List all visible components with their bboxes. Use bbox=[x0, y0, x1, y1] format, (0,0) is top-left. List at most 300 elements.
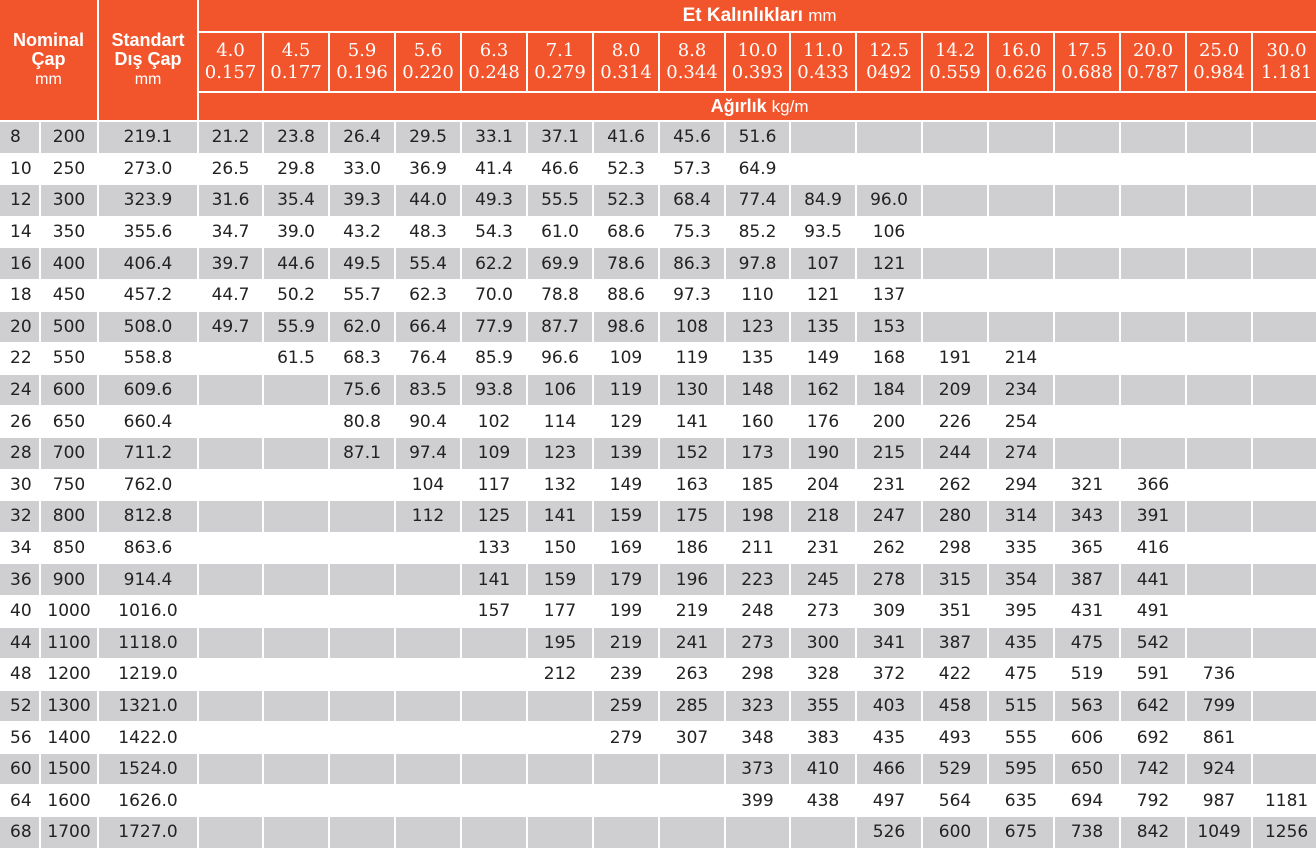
outer-diameter-cell: 1727.0 bbox=[98, 817, 198, 849]
weight-cell: 75.6 bbox=[329, 374, 395, 406]
weight-cell bbox=[461, 817, 527, 849]
weight-cell bbox=[1252, 185, 1316, 217]
weight-cell: 515 bbox=[988, 690, 1054, 722]
weight-cell: 247 bbox=[856, 501, 922, 533]
outer-diameter-cell: 1524.0 bbox=[98, 753, 198, 785]
weight-cell bbox=[593, 817, 659, 849]
weight-cell: 29.8 bbox=[263, 153, 329, 185]
weight-cell: 635 bbox=[988, 785, 1054, 817]
weight-cell: 149 bbox=[593, 469, 659, 501]
table-row bbox=[0, 722, 1316, 754]
weight-cell: 87.7 bbox=[527, 311, 593, 343]
thickness-mm: 16.0 bbox=[1000, 40, 1042, 61]
weight-cell: 675 bbox=[988, 817, 1054, 849]
weight-cell bbox=[198, 817, 263, 849]
nominal-mm-cell: 650 bbox=[40, 406, 98, 438]
weight-cell: 114 bbox=[527, 406, 593, 438]
nominal-mm-cell: 1000 bbox=[40, 595, 98, 627]
weight-cell: 41.4 bbox=[461, 153, 527, 185]
weight-cell bbox=[395, 595, 461, 627]
weight-cell: 159 bbox=[527, 564, 593, 596]
weight-cell: 107 bbox=[790, 248, 856, 280]
weight-cell: 218 bbox=[790, 501, 856, 533]
weight-cell: 141 bbox=[461, 564, 527, 596]
nominal-mm-cell: 1400 bbox=[40, 722, 98, 754]
thickness-inch: 0.196 bbox=[336, 62, 388, 83]
nominal-inch-cell: 44 bbox=[0, 627, 40, 659]
outer-diameter-cell: 812.8 bbox=[98, 501, 198, 533]
weight-cell: 239 bbox=[593, 659, 659, 691]
weight-cell bbox=[198, 469, 263, 501]
weight-cell: 792 bbox=[1120, 785, 1186, 817]
weight-cell: 44.6 bbox=[263, 248, 329, 280]
outer-diameter-cell: 863.6 bbox=[98, 532, 198, 564]
outer-diameter-cell: 609.6 bbox=[98, 374, 198, 406]
thickness-mm: 8.0 bbox=[611, 40, 641, 61]
weight-cell: 135 bbox=[790, 311, 856, 343]
nominal-inch-cell: 68 bbox=[0, 817, 40, 849]
weight-cell: 31.6 bbox=[198, 185, 263, 217]
thickness-column-header bbox=[1252, 32, 1316, 92]
table-header bbox=[0, 0, 1316, 121]
weight-cell: 391 bbox=[1120, 501, 1186, 533]
weight-cell: 542 bbox=[1120, 627, 1186, 659]
weight-cell: 102 bbox=[461, 406, 527, 438]
nominal-mm-cell: 250 bbox=[40, 153, 98, 185]
weight-cell: 90.4 bbox=[395, 406, 461, 438]
nominal-inch-cell: 10 bbox=[0, 153, 40, 185]
nominal-mm-cell: 800 bbox=[40, 501, 98, 533]
weight-cell: 241 bbox=[659, 627, 725, 659]
weight-cell bbox=[461, 722, 527, 754]
weight-cell: 57.3 bbox=[659, 153, 725, 185]
weight-cell: 493 bbox=[922, 722, 988, 754]
weight-cell: 280 bbox=[922, 501, 988, 533]
weight-cell: 68.4 bbox=[659, 185, 725, 217]
weight-cell: 97.4 bbox=[395, 437, 461, 469]
nominal-inch-cell: 20 bbox=[0, 311, 40, 343]
thickness-inch: 0.984 bbox=[1193, 62, 1245, 83]
weight-cell: 52.3 bbox=[593, 153, 659, 185]
weight-cell: 435 bbox=[856, 722, 922, 754]
weight-cell: 244 bbox=[922, 437, 988, 469]
weight-cell bbox=[988, 121, 1054, 153]
standard-title: Standart Dış Çap bbox=[111, 30, 185, 69]
table-row bbox=[0, 311, 1316, 343]
weight-cell: 148 bbox=[725, 374, 790, 406]
weight-cell bbox=[1252, 469, 1316, 501]
weight-cell: 190 bbox=[790, 437, 856, 469]
thickness-mm: 17.5 bbox=[1066, 40, 1108, 61]
weight-cell bbox=[1054, 311, 1120, 343]
weight-cell: 88.6 bbox=[593, 279, 659, 311]
weight-cell: 55.9 bbox=[263, 311, 329, 343]
weight-cell: 204 bbox=[790, 469, 856, 501]
weight-cell bbox=[1120, 437, 1186, 469]
weight-cell: 36.9 bbox=[395, 153, 461, 185]
standard-diameter-header bbox=[98, 0, 198, 121]
weight-cell bbox=[1186, 121, 1252, 153]
weight-cell bbox=[922, 311, 988, 343]
weight-cell bbox=[1252, 406, 1316, 438]
thickness-unit: mm bbox=[808, 5, 837, 25]
weight-cell: 52.3 bbox=[593, 185, 659, 217]
weight-cell: 76.4 bbox=[395, 343, 461, 375]
weight-cell: 491 bbox=[1120, 595, 1186, 627]
table-row bbox=[0, 153, 1316, 185]
weight-cell: 141 bbox=[659, 406, 725, 438]
weight-cell: 121 bbox=[790, 279, 856, 311]
outer-diameter-cell: 457.2 bbox=[98, 279, 198, 311]
weight-cell: 135 bbox=[725, 343, 790, 375]
weight-cell: 177 bbox=[527, 595, 593, 627]
weight-cell: 600 bbox=[922, 817, 988, 849]
weight-cell bbox=[198, 627, 263, 659]
table-row bbox=[0, 469, 1316, 501]
weight-cell: 78.8 bbox=[527, 279, 593, 311]
weight-cell: 475 bbox=[988, 659, 1054, 691]
weight-cell: 61.0 bbox=[527, 216, 593, 248]
weight-cell: 563 bbox=[1054, 690, 1120, 722]
nominal-inch-cell: 22 bbox=[0, 343, 40, 375]
weight-cell: 441 bbox=[1120, 564, 1186, 596]
weight-cell bbox=[263, 437, 329, 469]
weight-cell: 372 bbox=[856, 659, 922, 691]
thickness-inch: 0492 bbox=[866, 62, 912, 83]
thickness-inch: 0.433 bbox=[797, 62, 849, 83]
weight-cell bbox=[1054, 185, 1120, 217]
weight-cell: 132 bbox=[527, 469, 593, 501]
weight-cell: 110 bbox=[725, 279, 790, 311]
weight-cell bbox=[593, 753, 659, 785]
nominal-mm-cell: 350 bbox=[40, 216, 98, 248]
weight-cell: 39.7 bbox=[198, 248, 263, 280]
nominal-inch-cell: 24 bbox=[0, 374, 40, 406]
weight-cell bbox=[395, 659, 461, 691]
weight-cell bbox=[263, 627, 329, 659]
weight-cell: 263 bbox=[659, 659, 725, 691]
table-row bbox=[0, 690, 1316, 722]
thickness-mm: 20.0 bbox=[1132, 40, 1174, 61]
weight-cell: 104 bbox=[395, 469, 461, 501]
weight-cell: 84.9 bbox=[790, 185, 856, 217]
weight-cell: 62.2 bbox=[461, 248, 527, 280]
weight-cell bbox=[1186, 406, 1252, 438]
weight-cell: 64.9 bbox=[725, 153, 790, 185]
weight-cell: 78.6 bbox=[593, 248, 659, 280]
weight-cell bbox=[856, 121, 922, 153]
weight-cell bbox=[1252, 153, 1316, 185]
weight-cell: 348 bbox=[725, 722, 790, 754]
weight-cell: 61.5 bbox=[263, 343, 329, 375]
weight-cell: 34.7 bbox=[198, 216, 263, 248]
weight-cell bbox=[1120, 216, 1186, 248]
weight-cell: 395 bbox=[988, 595, 1054, 627]
weight-cell: 68.3 bbox=[329, 343, 395, 375]
weight-cell: 106 bbox=[527, 374, 593, 406]
weight-cell bbox=[1186, 595, 1252, 627]
thickness-column-header bbox=[659, 32, 725, 92]
weight-cell bbox=[988, 279, 1054, 311]
table-row bbox=[0, 343, 1316, 375]
weight-cell bbox=[329, 595, 395, 627]
weight-cell: 278 bbox=[856, 564, 922, 596]
table-row bbox=[0, 185, 1316, 217]
weight-cell bbox=[1252, 690, 1316, 722]
outer-diameter-cell: 660.4 bbox=[98, 406, 198, 438]
weight-cell: 366 bbox=[1120, 469, 1186, 501]
outer-diameter-cell: 406.4 bbox=[98, 248, 198, 280]
weight-cell bbox=[527, 753, 593, 785]
weight-cell: 736 bbox=[1186, 659, 1252, 691]
thickness-mm: 12.5 bbox=[868, 40, 910, 61]
table-row bbox=[0, 532, 1316, 564]
nominal-mm-cell: 1600 bbox=[40, 785, 98, 817]
weight-cell bbox=[1186, 469, 1252, 501]
weight-cell bbox=[1054, 374, 1120, 406]
weight-cell bbox=[198, 501, 263, 533]
thickness-column-header bbox=[263, 32, 329, 92]
weight-cell bbox=[263, 785, 329, 817]
table-body bbox=[0, 121, 1316, 848]
thickness-column-header bbox=[461, 32, 527, 92]
weight-cell bbox=[263, 501, 329, 533]
weight-cell bbox=[1252, 627, 1316, 659]
nominal-inch-cell: 18 bbox=[0, 279, 40, 311]
weight-cell bbox=[263, 722, 329, 754]
weight-cell: 46.6 bbox=[527, 153, 593, 185]
weight-cell: 75.3 bbox=[659, 216, 725, 248]
weight-cell bbox=[329, 690, 395, 722]
nominal-unit: mm bbox=[35, 71, 62, 88]
weight-cell bbox=[1120, 279, 1186, 311]
thickness-inch: 0.157 bbox=[204, 62, 257, 83]
weight-cell bbox=[1252, 374, 1316, 406]
thickness-inch: 1.181 bbox=[1260, 62, 1313, 83]
thickness-mm: 30.0 bbox=[1266, 40, 1307, 61]
weight-cell bbox=[1252, 722, 1316, 754]
weight-cell: 231 bbox=[856, 469, 922, 501]
weight-cell: 35.4 bbox=[263, 185, 329, 217]
weight-cell: 328 bbox=[790, 659, 856, 691]
table-row bbox=[0, 279, 1316, 311]
weight-cell: 62.3 bbox=[395, 279, 461, 311]
weight-cell bbox=[198, 753, 263, 785]
nominal-inch-cell: 8 bbox=[0, 121, 40, 153]
weight-cell: 245 bbox=[790, 564, 856, 596]
weight-cell: 355 bbox=[790, 690, 856, 722]
weight-cell: 117 bbox=[461, 469, 527, 501]
weight-cell: 159 bbox=[593, 501, 659, 533]
weight-cell bbox=[461, 753, 527, 785]
weight-cell: 150 bbox=[527, 532, 593, 564]
weight-cell bbox=[198, 690, 263, 722]
weight-cell: 33.1 bbox=[461, 121, 527, 153]
weight-cell: 169 bbox=[593, 532, 659, 564]
weight-cell bbox=[395, 532, 461, 564]
weight-cell bbox=[461, 785, 527, 817]
weight-cell: 176 bbox=[790, 406, 856, 438]
thickness-inch: 0.787 bbox=[1127, 62, 1179, 83]
outer-diameter-cell: 273.0 bbox=[98, 153, 198, 185]
weight-cell: 262 bbox=[922, 469, 988, 501]
weight-cell: 39.0 bbox=[263, 216, 329, 248]
weight-cell: 77.4 bbox=[725, 185, 790, 217]
weight-cell: 179 bbox=[593, 564, 659, 596]
weight-cell: 383 bbox=[790, 722, 856, 754]
weight-cell: 83.5 bbox=[395, 374, 461, 406]
outer-diameter-cell: 355.6 bbox=[98, 216, 198, 248]
thickness-mm: 7.1 bbox=[545, 40, 575, 61]
nominal-mm-cell: 1200 bbox=[40, 659, 98, 691]
weight-cell: 642 bbox=[1120, 690, 1186, 722]
outer-diameter-cell: 323.9 bbox=[98, 185, 198, 217]
thickness-inch: 0.279 bbox=[534, 62, 586, 83]
weight-cell bbox=[1120, 343, 1186, 375]
weight-cell bbox=[988, 185, 1054, 217]
weight-cell bbox=[1186, 532, 1252, 564]
weight-cell bbox=[198, 564, 263, 596]
weight-cell bbox=[988, 311, 1054, 343]
weight-cell: 153 bbox=[856, 311, 922, 343]
weight-cell: 33.0 bbox=[329, 153, 395, 185]
nominal-inch-cell: 34 bbox=[0, 532, 40, 564]
weight-cell: 49.5 bbox=[329, 248, 395, 280]
weight-cell bbox=[1252, 753, 1316, 785]
nominal-inch-cell: 48 bbox=[0, 659, 40, 691]
weight-cell: 254 bbox=[988, 406, 1054, 438]
weight-cell: 399 bbox=[725, 785, 790, 817]
thickness-mm: 10.0 bbox=[737, 40, 778, 61]
outer-diameter-cell: 1016.0 bbox=[98, 595, 198, 627]
thickness-mm: 14.2 bbox=[934, 40, 976, 61]
nominal-mm-cell: 1500 bbox=[40, 753, 98, 785]
nominal-mm-cell: 550 bbox=[40, 343, 98, 375]
weight-cell bbox=[856, 153, 922, 185]
nominal-inch-cell: 36 bbox=[0, 564, 40, 596]
weight-cell: 1181 bbox=[1252, 785, 1316, 817]
weight-cell bbox=[1054, 216, 1120, 248]
weight-cell bbox=[263, 564, 329, 596]
weight-cell: 259 bbox=[593, 690, 659, 722]
thickness-column-header bbox=[1120, 32, 1186, 92]
weight-cell: 184 bbox=[856, 374, 922, 406]
weight-cell bbox=[329, 501, 395, 533]
nominal-inch-cell: 12 bbox=[0, 185, 40, 217]
outer-diameter-cell: 762.0 bbox=[98, 469, 198, 501]
thickness-mm: 4.5 bbox=[281, 40, 311, 61]
weight-cell: 69.9 bbox=[527, 248, 593, 280]
weight-cell bbox=[395, 722, 461, 754]
outer-diameter-cell: 1118.0 bbox=[98, 627, 198, 659]
weight-cell: 48.3 bbox=[395, 216, 461, 248]
nominal-mm-cell: 900 bbox=[40, 564, 98, 596]
weight-cell: 130 bbox=[659, 374, 725, 406]
thickness-column-header bbox=[725, 32, 790, 92]
thickness-mm: 4.0 bbox=[216, 40, 245, 61]
weight-cell: 387 bbox=[922, 627, 988, 659]
nominal-inch-cell: 32 bbox=[0, 501, 40, 533]
weight-cell: 54.3 bbox=[461, 216, 527, 248]
weight-cell: 564 bbox=[922, 785, 988, 817]
weight-cell: 93.8 bbox=[461, 374, 527, 406]
thickness-column-header bbox=[329, 32, 395, 92]
weight-cell: 39.3 bbox=[329, 185, 395, 217]
table-row bbox=[0, 627, 1316, 659]
weight-cell: 198 bbox=[725, 501, 790, 533]
weight-cell bbox=[263, 690, 329, 722]
nominal-mm-cell: 1100 bbox=[40, 627, 98, 659]
weight-cell: 112 bbox=[395, 501, 461, 533]
weight-cell: 529 bbox=[922, 753, 988, 785]
weight-cell bbox=[1186, 185, 1252, 217]
thickness-mm: 5.9 bbox=[347, 40, 377, 61]
weight-cell bbox=[1186, 437, 1252, 469]
weight-cell bbox=[1186, 248, 1252, 280]
table-row bbox=[0, 817, 1316, 849]
standard-unit: mm bbox=[134, 71, 162, 88]
weight-cell: 163 bbox=[659, 469, 725, 501]
weight-cell bbox=[922, 121, 988, 153]
weight-cell: 50.2 bbox=[263, 279, 329, 311]
weight-cell: 315 bbox=[922, 564, 988, 596]
weight-cell bbox=[395, 753, 461, 785]
nominal-mm-cell: 1300 bbox=[40, 690, 98, 722]
weight-cell bbox=[263, 532, 329, 564]
weight-cell: 300 bbox=[790, 627, 856, 659]
weight-cell: 137 bbox=[856, 279, 922, 311]
weight-cell: 458 bbox=[922, 690, 988, 722]
weight-cell bbox=[1120, 153, 1186, 185]
weight-cell bbox=[198, 406, 263, 438]
weight-cell bbox=[461, 627, 527, 659]
weight-cell: 742 bbox=[1120, 753, 1186, 785]
outer-diameter-cell: 914.4 bbox=[98, 564, 198, 596]
weight-cell bbox=[1120, 406, 1186, 438]
weight-cell: 234 bbox=[988, 374, 1054, 406]
nominal-title: Nominal Çap bbox=[13, 30, 85, 69]
weight-cell: 129 bbox=[593, 406, 659, 438]
weight-cell: 29.5 bbox=[395, 121, 461, 153]
weight-cell bbox=[527, 690, 593, 722]
weight-cell: 466 bbox=[856, 753, 922, 785]
nominal-inch-cell: 56 bbox=[0, 722, 40, 754]
weight-cell: 223 bbox=[725, 564, 790, 596]
weight-cell bbox=[988, 153, 1054, 185]
weight-cell bbox=[395, 690, 461, 722]
weight-cell: 97.3 bbox=[659, 279, 725, 311]
wall-thickness-header bbox=[198, 0, 1316, 32]
weight-cell bbox=[263, 595, 329, 627]
weight-cell: 215 bbox=[856, 437, 922, 469]
thickness-inch: 0.393 bbox=[731, 62, 784, 83]
weight-cell: 162 bbox=[790, 374, 856, 406]
weight-cell: 149 bbox=[790, 343, 856, 375]
weight-cell bbox=[1054, 406, 1120, 438]
weight-cell: 694 bbox=[1054, 785, 1120, 817]
weight-cell: 41.6 bbox=[593, 121, 659, 153]
weight-cell bbox=[198, 722, 263, 754]
table-row bbox=[0, 437, 1316, 469]
weight-cell bbox=[790, 817, 856, 849]
weight-cell: 987 bbox=[1186, 785, 1252, 817]
outer-diameter-cell: 1626.0 bbox=[98, 785, 198, 817]
nominal-inch-cell: 30 bbox=[0, 469, 40, 501]
weight-cell bbox=[1186, 279, 1252, 311]
weight-cell bbox=[1054, 248, 1120, 280]
weight-cell: 141 bbox=[527, 501, 593, 533]
weight-cell bbox=[198, 785, 263, 817]
